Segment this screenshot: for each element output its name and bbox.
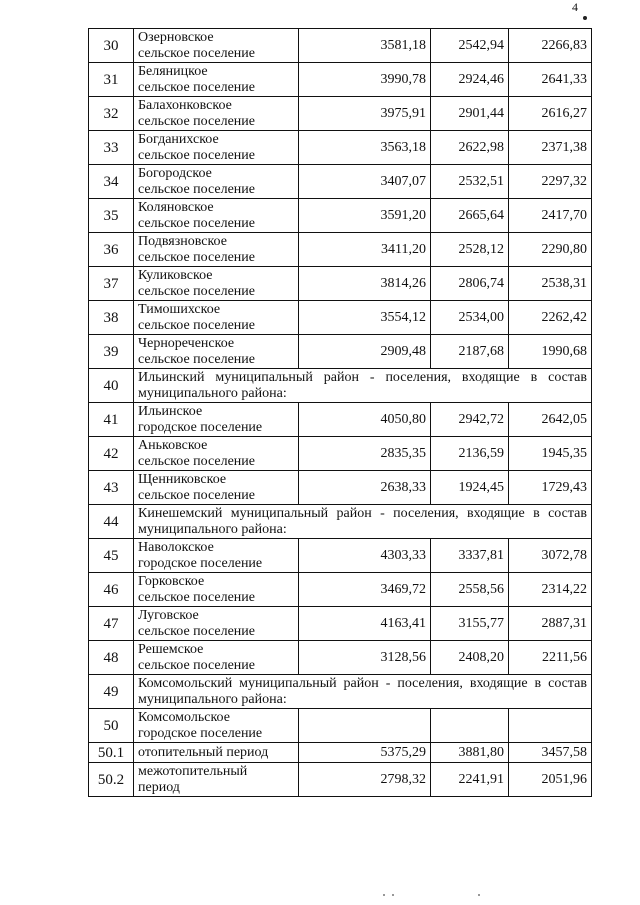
settlement-name [134,437,299,471]
value-col-2: 2665,64 [431,199,509,233]
row-number: 32 [89,97,134,131]
row-number: 41 [89,403,134,437]
settlement-name [134,743,299,763]
settlement-type-line: сельское поселение [138,147,255,163]
settlement-name-line: Богородское [138,165,212,181]
table-row [89,471,592,505]
value-col-3: 2266,83 [509,29,592,63]
row-number: 46 [89,573,134,607]
value-col-3: 2417,70 [509,199,592,233]
tariff-table [88,28,592,797]
settlement-name [134,471,299,505]
value-col-1: 3581,18 [299,29,431,63]
value-col-2: 2532,51 [431,165,509,199]
value-col-1: 3128,56 [299,641,431,675]
row-number: 40 [89,369,134,403]
table-row [89,199,592,233]
settlement-name-line: Наволокское [138,539,214,555]
table-row [89,97,592,131]
value-col-1: 2909,48 [299,335,431,369]
settlement-name-line: Чернореченское [138,335,235,351]
settlement-type-line: сельское поселение [138,453,255,469]
table-row [89,573,592,607]
settlement-type-line: сельское поселение [138,215,255,231]
row-number: 50.2 [89,763,134,797]
settlement-name [134,641,299,675]
value-col-1: 3469,72 [299,573,431,607]
value-col-2: 2901,44 [431,97,509,131]
scan-speck [392,894,394,896]
settlement-type-line: сельское поселение [138,283,255,299]
district-name: Кинешемский муниципальный район - поселения, входящие в состав муниципального района: [134,505,592,539]
settlement-name [134,233,299,267]
value-col-1: 3563,18 [299,131,431,165]
settlement-type-line: сельское поселение [138,113,255,129]
value-col-2: 1924,45 [431,471,509,505]
value-col-2: 2241,91 [431,763,509,797]
value-col-2: 2942,72 [431,403,509,437]
table-row [89,607,592,641]
value-col-3: 2314,22 [509,573,592,607]
value-col-2: 2924,46 [431,63,509,97]
settlement-name-line: Богданихское [138,131,219,147]
settlement-type-line: сельское поселение [138,623,255,639]
value-col-2: 2622,98 [431,131,509,165]
page-number: 4 [572,0,578,14]
row-number: 44 [89,505,134,539]
settlement-name-line: отопительный период [138,744,269,760]
district-header-row [89,675,592,709]
row-number: 34 [89,165,134,199]
row-number: 42 [89,437,134,471]
settlement-type-line: сельское поселение [138,181,255,197]
settlement-name-line: Балахонковское [138,97,232,113]
table-row [89,539,592,573]
value-col-3: 2051,96 [509,763,592,797]
settlement-name [134,335,299,369]
value-col-1: 3554,12 [299,301,431,335]
value-col-1 [299,709,431,743]
settlement-name [134,199,299,233]
value-col-3: 2211,56 [509,641,592,675]
settlement-name [134,131,299,165]
row-number: 50.1 [89,743,134,763]
value-col-2: 2534,00 [431,301,509,335]
row-number: 45 [89,539,134,573]
settlement-name-line: Беляницкое [138,63,208,79]
settlement-name [134,267,299,301]
settlement-name-line: Куликовское [138,267,213,283]
value-col-3: 1729,43 [509,471,592,505]
row-number: 43 [89,471,134,505]
settlement-name-line: Луговское [138,607,199,623]
settlement-type-line: сельское поселение [138,45,255,61]
settlement-name-line: Щенниковское [138,471,227,487]
value-col-1: 4163,41 [299,607,431,641]
value-col-2: 2528,12 [431,233,509,267]
row-number: 50 [89,709,134,743]
settlement-type-line: сельское поселение [138,351,255,367]
value-col-2: 3881,80 [431,743,509,763]
value-col-3: 1945,35 [509,437,592,471]
table-row [89,131,592,165]
table-row [89,301,592,335]
settlement-type-line: городское поселение [138,555,263,571]
value-col-3: 2290,80 [509,233,592,267]
page-mark [583,16,587,20]
value-col-1: 3814,26 [299,267,431,301]
settlement-name [134,97,299,131]
value-col-3: 3072,78 [509,539,592,573]
row-number: 37 [89,267,134,301]
value-col-1: 3407,07 [299,165,431,199]
scan-speck [478,894,480,896]
value-col-3: 2641,33 [509,63,592,97]
row-number: 39 [89,335,134,369]
settlement-name-line: межотопительный [138,763,248,779]
settlement-name-line: Аньковское [138,437,208,453]
table-row [89,763,592,797]
value-col-1: 2638,33 [299,471,431,505]
table-row [89,437,592,471]
settlement-name [134,573,299,607]
row-number: 30 [89,29,134,63]
settlement-name [134,709,299,743]
settlement-name-line: Комсомольское [138,709,230,725]
settlement-name [134,607,299,641]
settlement-name [134,763,299,797]
settlement-type-line: сельское поселение [138,249,255,265]
value-col-3 [509,709,592,743]
table-row [89,233,592,267]
value-col-3: 2297,32 [509,165,592,199]
table-row [89,403,592,437]
value-col-3: 2616,27 [509,97,592,131]
settlement-type-line: сельское поселение [138,657,255,673]
table-row [89,63,592,97]
value-col-2: 2806,74 [431,267,509,301]
settlement-type-line: городское поселение [138,725,263,741]
settlement-name-line: Озерновское [138,29,214,45]
table-row [89,335,592,369]
settlement-name-line: Тимошихское [138,301,221,317]
value-col-3: 2887,31 [509,607,592,641]
district-name: Ильинский муниципальный район - поселения, входящие в состав муниципального района: [134,369,592,403]
value-col-2: 2187,68 [431,335,509,369]
row-number: 38 [89,301,134,335]
district-header-row [89,369,592,403]
settlement-name [134,301,299,335]
settlement-type-line: сельское поселение [138,79,255,95]
row-number: 31 [89,63,134,97]
settlement-name [134,29,299,63]
value-col-3: 2371,38 [509,131,592,165]
row-number: 36 [89,233,134,267]
table-row [89,709,592,743]
value-col-1: 3411,20 [299,233,431,267]
value-col-3: 1990,68 [509,335,592,369]
settlement-name-line: Ильинское [138,403,203,419]
settlement-type-line: период [138,779,180,795]
value-col-1: 3591,20 [299,199,431,233]
value-col-3: 2642,05 [509,403,592,437]
settlement-type-line: сельское поселение [138,589,255,605]
value-col-1: 4303,33 [299,539,431,573]
value-col-3: 2538,31 [509,267,592,301]
settlement-name [134,539,299,573]
row-number: 33 [89,131,134,165]
settlement-type-line: городское поселение [138,419,263,435]
value-col-2: 3337,81 [431,539,509,573]
table-row [89,641,592,675]
settlement-name-line: Горковское [138,573,205,589]
row-number: 35 [89,199,134,233]
value-col-1: 3975,91 [299,97,431,131]
settlement-name-line: Подвязновское [138,233,227,249]
value-col-3: 2262,42 [509,301,592,335]
value-col-2: 2558,56 [431,573,509,607]
settlement-name [134,165,299,199]
value-col-1: 2835,35 [299,437,431,471]
value-col-2: 3155,77 [431,607,509,641]
district-header-row [89,505,592,539]
value-col-2: 2408,20 [431,641,509,675]
table-body [89,29,592,797]
table-row [89,165,592,199]
settlement-name-line: Решемское [138,641,204,657]
value-col-1: 5375,29 [299,743,431,763]
district-name: Комсомольский муниципальный район - поселения, входящие в состав муниципального района: [134,675,592,709]
table-row [89,267,592,301]
value-col-2: 2542,94 [431,29,509,63]
value-col-1: 4050,80 [299,403,431,437]
table-row [89,743,592,763]
value-col-1: 3990,78 [299,63,431,97]
value-col-2: 2136,59 [431,437,509,471]
value-col-1: 2798,32 [299,763,431,797]
settlement-name-line: Коляновское [138,199,214,215]
value-col-2 [431,709,509,743]
table-row [89,29,592,63]
row-number: 47 [89,607,134,641]
value-col-3: 3457,58 [509,743,592,763]
row-number: 48 [89,641,134,675]
settlement-name [134,403,299,437]
settlement-name [134,63,299,97]
settlement-type-line: сельское поселение [138,487,255,503]
settlement-type-line: сельское поселение [138,317,255,333]
row-number: 49 [89,675,134,709]
scan-speck [383,894,385,896]
